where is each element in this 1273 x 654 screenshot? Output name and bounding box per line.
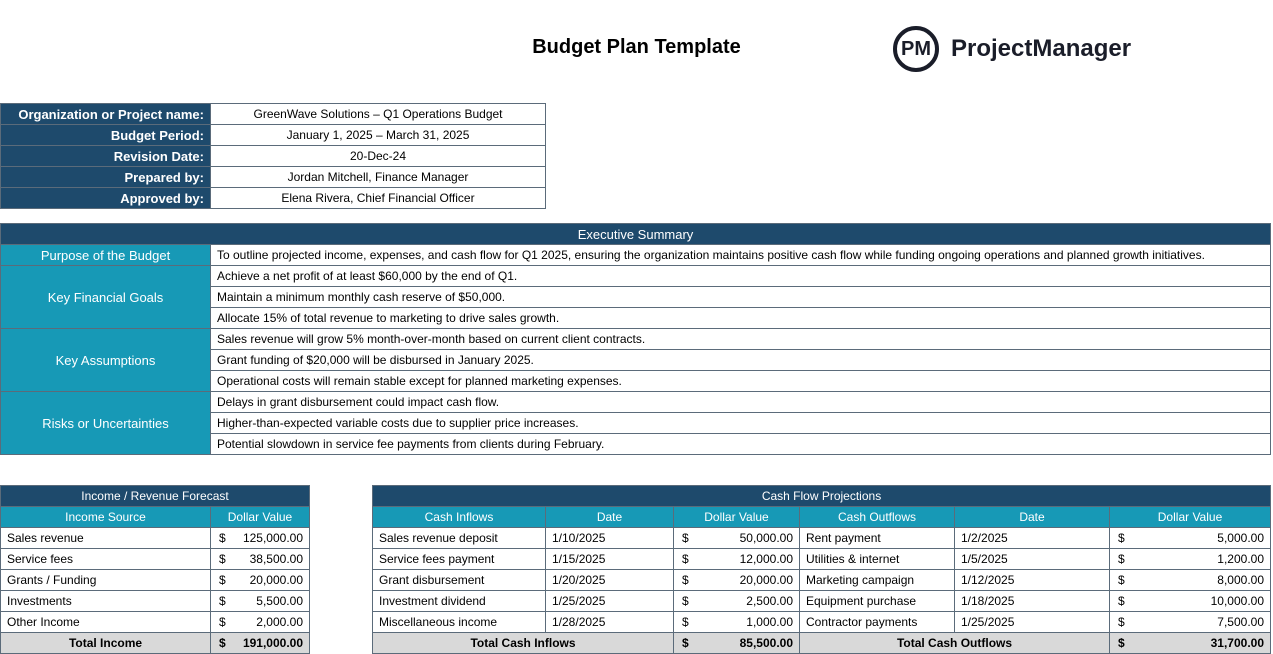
income-source[interactable]: Grants / Funding xyxy=(1,570,211,591)
table-row xyxy=(1,528,310,549)
income-value[interactable]: $ 125,000.00 xyxy=(211,528,310,549)
income-forecast-title: Income / Revenue Forecast xyxy=(1,486,310,507)
inflow-value[interactable]: $ 20,000.00 xyxy=(674,570,800,591)
outflow-date[interactable]: 1/18/2025 xyxy=(955,591,1110,612)
income-source[interactable]: Sales revenue xyxy=(1,528,211,549)
info-value[interactable]: Jordan Mitchell, Finance Manager xyxy=(211,167,546,188)
info-label: Approved by: xyxy=(1,188,211,209)
inflow-date[interactable]: 1/28/2025 xyxy=(546,612,674,633)
executive-summary-header: Executive Summary xyxy=(1,224,1271,245)
logo-mark: PM xyxy=(893,26,939,72)
info-label: Budget Period: xyxy=(1,125,211,146)
total-income-label: Total Income xyxy=(1,633,211,654)
summary-item[interactable]: Maintain a minimum monthly cash reserve of $50,000. xyxy=(211,287,1271,308)
inflow-name[interactable]: Grant disbursement xyxy=(373,570,546,591)
total-row xyxy=(373,633,1271,654)
table-row xyxy=(373,570,1271,591)
column-header-cash-outflows: Cash Outflows xyxy=(800,507,955,528)
outflow-date[interactable]: 1/25/2025 xyxy=(955,612,1110,633)
logo-name: ProjectManager xyxy=(951,35,1132,62)
info-row-project-name xyxy=(1,104,546,125)
income-value[interactable]: $ 20,000.00 xyxy=(211,570,310,591)
info-value[interactable]: January 1, 2025 – March 31, 2025 xyxy=(211,125,546,146)
total-row xyxy=(1,633,310,654)
outflow-date[interactable]: 1/5/2025 xyxy=(955,549,1110,570)
info-value[interactable]: Elena Rivera, Chief Financial Officer xyxy=(211,188,546,209)
income-forecast-table xyxy=(0,485,310,654)
income-value[interactable]: $ 5,500.00 xyxy=(211,591,310,612)
summary-item[interactable]: Potential slowdown in service fee payments from clients during February. xyxy=(211,434,1271,455)
summary-category: Purpose of the Budget xyxy=(1,245,211,266)
income-value[interactable]: $ 2,000.00 xyxy=(211,612,310,633)
table-row xyxy=(1,612,310,633)
inflow-date[interactable]: 1/25/2025 xyxy=(546,591,674,612)
total-cash-inflows-label: Total Cash Inflows xyxy=(373,633,674,654)
project-info-table xyxy=(0,103,546,209)
info-label: Revision Date: xyxy=(1,146,211,167)
income-source[interactable]: Service fees xyxy=(1,549,211,570)
outflow-name[interactable]: Contractor payments xyxy=(800,612,955,633)
outflow-value[interactable]: $ 5,000.00 xyxy=(1110,528,1271,549)
summary-item[interactable]: Delays in grant disbursement could impact cash flow. xyxy=(211,392,1271,413)
summary-item[interactable]: Grant funding of $20,000 will be disbursed in January 2025. xyxy=(211,350,1271,371)
column-header-dollar-value: Dollar Value xyxy=(211,507,310,528)
summary-item[interactable]: Allocate 15% of total revenue to marketing to drive sales growth. xyxy=(211,308,1271,329)
outflow-date[interactable]: 1/2/2025 xyxy=(955,528,1110,549)
inflow-value[interactable]: $ 12,000.00 xyxy=(674,549,800,570)
table-row xyxy=(373,549,1271,570)
table-row xyxy=(373,591,1271,612)
table-row xyxy=(1,549,310,570)
info-label: Prepared by: xyxy=(1,167,211,188)
outflow-date[interactable]: 1/12/2025 xyxy=(955,570,1110,591)
info-row-revision-date xyxy=(1,146,546,167)
inflow-date[interactable]: 1/20/2025 xyxy=(546,570,674,591)
total-income-value: $ 191,000.00 xyxy=(211,633,310,654)
info-row-budget-period xyxy=(1,125,546,146)
inflow-value[interactable]: $ 1,000.00 xyxy=(674,612,800,633)
executive-summary-table xyxy=(0,223,1271,455)
summary-category: Risks or Uncertainties xyxy=(1,392,211,455)
inflow-name[interactable]: Service fees payment xyxy=(373,549,546,570)
inflow-value[interactable]: $ 2,500.00 xyxy=(674,591,800,612)
column-header-outflow-date: Date xyxy=(955,507,1110,528)
outflow-name[interactable]: Utilities & internet xyxy=(800,549,955,570)
outflow-value[interactable]: $ 10,000.00 xyxy=(1110,591,1271,612)
info-row-approved-by xyxy=(1,188,546,209)
table-row xyxy=(1,570,310,591)
outflow-value[interactable]: $ 7,500.00 xyxy=(1110,612,1271,633)
summary-item[interactable]: Operational costs will remain stable except for planned marketing expenses. xyxy=(211,371,1271,392)
income-source[interactable]: Investments xyxy=(1,591,211,612)
income-source[interactable]: Other Income xyxy=(1,612,211,633)
info-label: Organization or Project name: xyxy=(1,104,211,125)
summary-item[interactable]: Sales revenue will grow 5% month-over-month based on current client contracts. xyxy=(211,329,1271,350)
cash-flow-table xyxy=(372,485,1271,654)
outflow-value[interactable]: $ 1,200.00 xyxy=(1110,549,1271,570)
summary-item[interactable]: Higher-than-expected variable costs due to supplier price increases. xyxy=(211,413,1271,434)
inflow-date[interactable]: 1/15/2025 xyxy=(546,549,674,570)
summary-item[interactable]: To outline projected income, expenses, and cash flow for Q1 2025, ensuring the organization maintains positive cash flow while funding ongoing operations and planned growth initiatives. xyxy=(211,245,1271,266)
cash-flow-title: Cash Flow Projections xyxy=(373,486,1271,507)
inflow-name[interactable]: Miscellaneous income xyxy=(373,612,546,633)
inflow-value[interactable]: $ 50,000.00 xyxy=(674,528,800,549)
table-row xyxy=(373,528,1271,549)
info-value[interactable]: 20-Dec-24 xyxy=(211,146,546,167)
logo xyxy=(893,22,1131,76)
summary-item[interactable]: Achieve a net profit of at least $60,000 by the end of Q1. xyxy=(211,266,1271,287)
table-row xyxy=(373,612,1271,633)
outflow-name[interactable]: Marketing campaign xyxy=(800,570,955,591)
total-cash-outflows-value: $ 31,700.00 xyxy=(1110,633,1271,654)
column-header-cash-inflows: Cash Inflows xyxy=(373,507,546,528)
inflow-name[interactable]: Sales revenue deposit xyxy=(373,528,546,549)
table-row xyxy=(1,591,310,612)
inflow-date[interactable]: 1/10/2025 xyxy=(546,528,674,549)
outflow-value[interactable]: $ 8,000.00 xyxy=(1110,570,1271,591)
column-header-income-source: Income Source xyxy=(1,507,211,528)
total-cash-inflows-value: $ 85,500.00 xyxy=(674,633,800,654)
column-header-inflow-value: Dollar Value xyxy=(674,507,800,528)
outflow-name[interactable]: Equipment purchase xyxy=(800,591,955,612)
column-header-inflow-date: Date xyxy=(546,507,674,528)
total-cash-outflows-label: Total Cash Outflows xyxy=(800,633,1110,654)
income-value[interactable]: $ 38,500.00 xyxy=(211,549,310,570)
page-title: Budget Plan Template xyxy=(532,36,741,58)
inflow-name[interactable]: Investment dividend xyxy=(373,591,546,612)
outflow-name[interactable]: Rent payment xyxy=(800,528,955,549)
column-header-outflow-value: Dollar Value xyxy=(1110,507,1271,528)
info-row-prepared-by xyxy=(1,167,546,188)
summary-category: Key Financial Goals xyxy=(1,266,211,329)
summary-category: Key Assumptions xyxy=(1,329,211,392)
info-value[interactable]: GreenWave Solutions – Q1 Operations Budget xyxy=(211,104,546,125)
